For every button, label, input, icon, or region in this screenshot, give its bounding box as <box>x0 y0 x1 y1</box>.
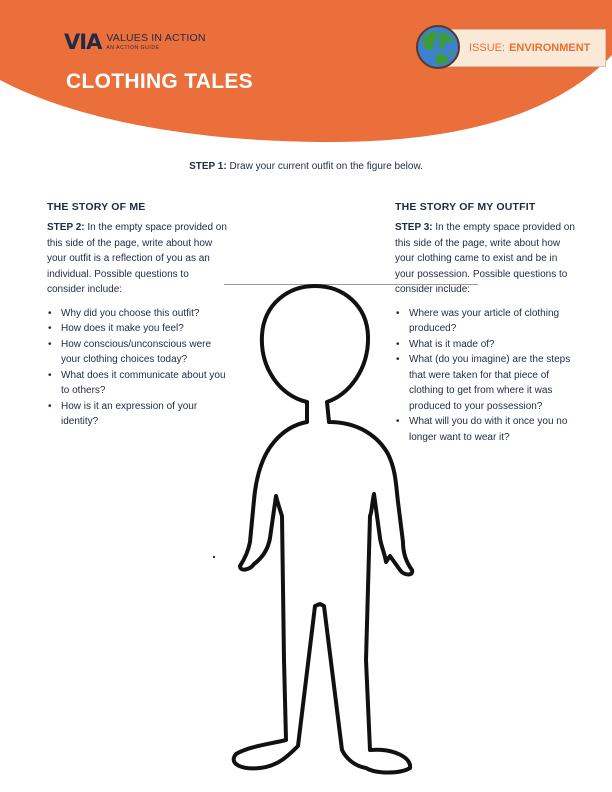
list-item: • Where was your article of clothing produced? <box>395 306 575 337</box>
logo-name: VALUES IN ACTION <box>106 32 206 45</box>
issue-label: ISSUE: <box>469 42 506 54</box>
story-of-me-heading: THE STORY OF ME <box>47 201 146 213</box>
list-item: • How is it an expression of your identity? <box>47 399 227 430</box>
story-of-my-outfit-heading: THE STORY OF MY OUTFIT <box>395 201 536 213</box>
step3-label: STEP 3: <box>395 222 433 233</box>
step2-label: STEP 2: <box>47 222 85 233</box>
list-item: • How does it make you feel? <box>47 321 227 337</box>
list-item: • What (do you imagine) are the steps that were taken for that piece of clothing to get from where it was produced to your possession? <box>395 352 575 414</box>
logo-text <box>106 33 205 51</box>
step1-label: STEP 1: <box>189 161 227 172</box>
list-item: • What does it communicate about you to others? <box>47 368 227 399</box>
issue-value: ENVIRONMENT <box>509 42 591 54</box>
list-item: • What is it made of? <box>395 337 575 353</box>
logo-mark: VIA <box>64 30 102 54</box>
list-item: • What will you do with it once you no longer want to wear it? <box>395 414 575 445</box>
step1-text: Draw your current outfit on the figure below. <box>229 161 423 172</box>
list-item: • How conscious/unconscious were your clothing choices today? <box>47 337 227 368</box>
person-outline-figure[interactable] <box>190 280 450 785</box>
step3-text: In the empty space provided on this side of the page, write about how your clothing came to exist and be in your possession. Possible questions to consider include: <box>395 222 575 295</box>
page-title: CLOTHING TALES <box>66 70 253 93</box>
list-item: • Why did you choose this outfit? <box>47 306 227 322</box>
step1-instruction <box>0 161 612 172</box>
issue-badge <box>436 29 606 67</box>
via-logo <box>64 30 206 54</box>
globe-icon <box>415 24 461 70</box>
logo-subtitle: AN ACTION GUIDE <box>106 44 160 51</box>
step2-text: In the empty space provided on this side of the page, write about how your outfit is a reflection of you as an individual. Possible questions to consider include: <box>47 222 227 295</box>
